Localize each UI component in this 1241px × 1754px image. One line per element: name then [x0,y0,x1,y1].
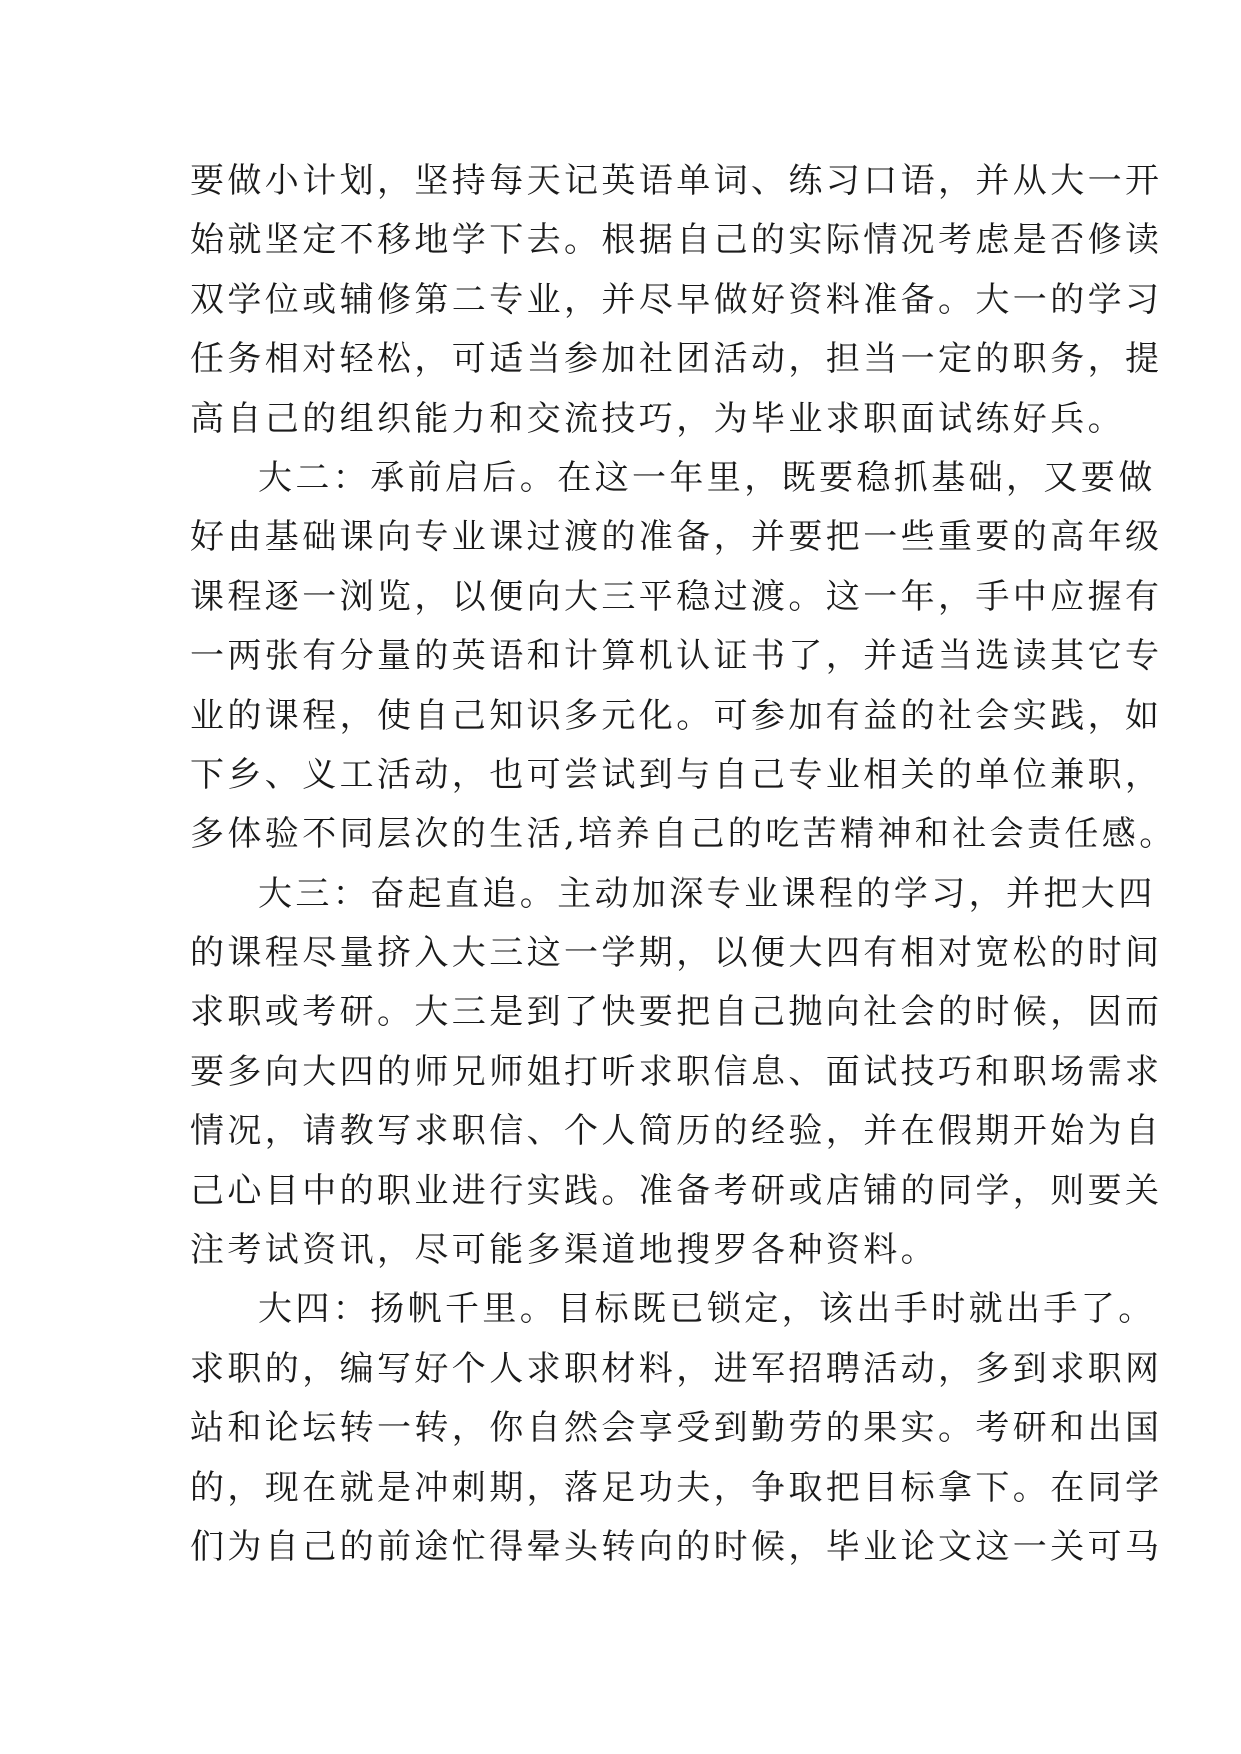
paragraph-start-line: 大三：奋起直追。主动加深专业课程的学习，并把大四 [258,873,1156,914]
text-line: 情况，请教写求职信、个人简历的经验，并在假期开始为自 [190,1111,1163,1152]
document-body [190,152,1177,1577]
text-line: 高自己的组织能力和交流技巧，为毕业求职面试练好兵。 [190,398,1125,439]
text-line: 一两张有分量的英语和计算机认证书了，并适当选读其它专 [190,636,1163,677]
text-line: 的课程尽量挤入大三这一学期，以便大四有相对宽松的时间 [190,933,1163,974]
text-line: 注考试资讯，尽可能多渠道地搜罗各种资料。 [190,1230,938,1271]
text-line: 的，现在就是冲刺期，落足功夫，争取把目标拿下。在同学 [190,1467,1163,1508]
text-line: 求职或考研。大三是到了快要把自己抛向社会的时候，因而 [190,992,1163,1033]
text-line: 课程逐一浏览，以便向大三平稳过渡。这一年，手中应握有 [190,576,1163,617]
text-line: 求职的，编写好个人求职材料，进军招聘活动，多到求职网 [190,1348,1163,1389]
text-line: 站和论坛转一转，你自然会享受到勤劳的果实。考研和出国 [190,1408,1163,1449]
text-line: 任务相对轻松，可适当参加社团活动，担当一定的职务，提 [190,339,1163,380]
text-line: 己心目中的职业进行实践。准备考研或店铺的同学，则要关 [190,1170,1163,1211]
text-line: 要多向大四的师兄师姐打听求职信息、面试技巧和职场需求 [190,1051,1163,1092]
text-line: 下乡、义工活动，也可尝试到与自己专业相关的单位兼职， [190,754,1163,795]
text-line: 好由基础课向专业课过渡的准备，并要把一些重要的高年级 [190,517,1163,558]
paragraph-start-line: 大四：扬帆千里。目标既已锁定，该出手时就出手了。 [258,1289,1156,1330]
text-line: 业的课程，使自己知识多元化。可参加有益的社会实践，如 [190,695,1163,736]
paragraph-start-line: 大二：承前启后。在这一年里，既要稳抓基础，又要做 [258,457,1156,498]
text-line: 双学位或辅修第二专业，并尽早做好资料准备。大一的学习 [190,279,1163,320]
text-line: 要做小计划，坚持每天记英语单词、练习口语，并从大一开 [190,161,1163,201]
text-line: 多体验不同层次的生活,培养自己的吃苦精神和社会责任感。 [190,814,1177,855]
text-line: 们为自己的前途忙得晕头转向的时候，毕业论文这一关可马 [190,1526,1163,1567]
text-line: 始就坚定不移地学下去。根据自己的实际情况考虑是否修读 [190,220,1163,261]
